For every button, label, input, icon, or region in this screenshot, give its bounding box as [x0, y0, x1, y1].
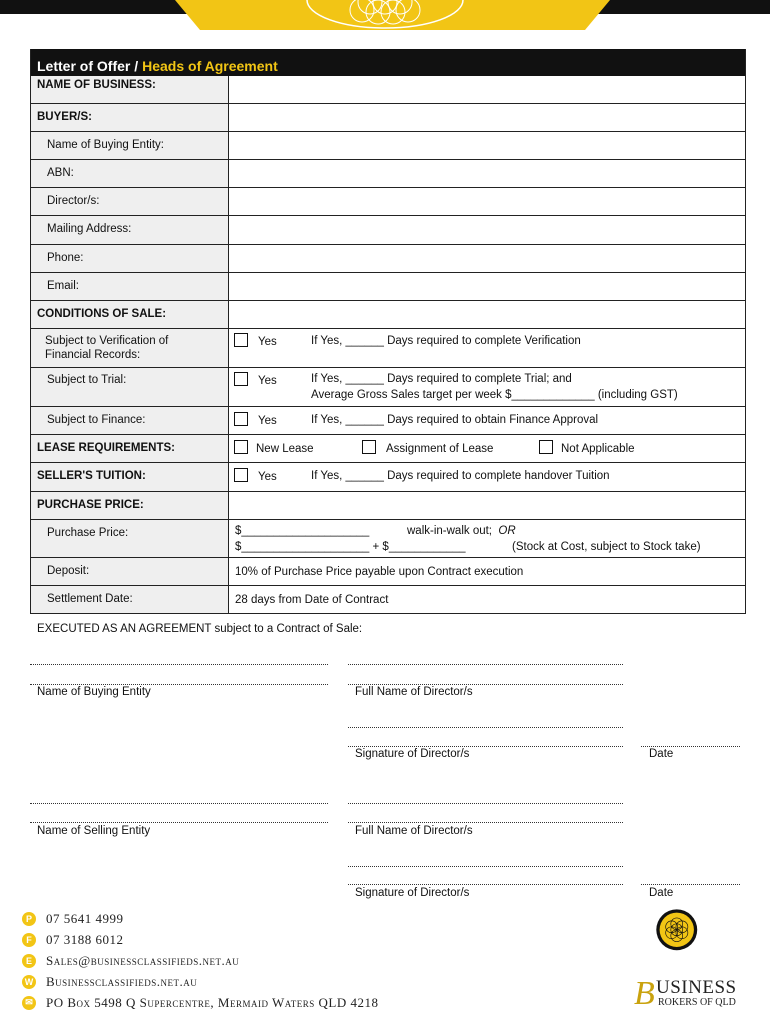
input-buyers[interactable]	[229, 104, 745, 131]
trial-yes-checkbox[interactable]	[234, 372, 248, 386]
web-icon: W	[22, 975, 36, 989]
seller-signature-line-1[interactable]	[348, 866, 623, 867]
label-deposit: Deposit:	[31, 558, 229, 585]
tuition-yes-checkbox[interactable]	[234, 468, 248, 482]
offer-form	[30, 49, 746, 614]
label-finance: Subject to Finance:	[31, 407, 229, 434]
label-trial: Subject to Trial:	[31, 368, 229, 406]
seller-director-name-line-1[interactable]	[348, 803, 623, 804]
row-finance: Subject to Finance: Yes If Yes, ______ Days required to obtain Finance Approval	[31, 406, 745, 434]
fax-icon: F	[22, 933, 36, 947]
label-date-2: Date	[649, 887, 674, 899]
input-abn[interactable]	[229, 160, 745, 187]
input-buying-entity[interactable]	[229, 132, 745, 159]
email-icon: E	[22, 954, 36, 968]
flower-of-life-logo	[644, 908, 728, 974]
contact-address: ✉ PO Box 5498 Q Supercentre, Mermaid Waters QLD 4218	[22, 992, 378, 1013]
deposit-text: 10% of Purchase Price payable upon Contract execution	[235, 566, 524, 578]
row-buying-entity	[31, 131, 745, 159]
label-full-name-2: Full Name of Director/s	[355, 825, 473, 837]
label-phone: Phone:	[31, 245, 229, 272]
label-settlement: Settlement Date:	[31, 586, 229, 613]
row-verification: Subject to Verification of Financial Records: Yes If Yes, ______ Days required to complete Verification	[31, 328, 745, 367]
label-mailing-address: Mailing Address:	[31, 216, 229, 244]
input-phone[interactable]	[229, 245, 745, 272]
seller-signature-line-2[interactable]	[348, 884, 623, 885]
seller-entity-line-1[interactable]	[30, 803, 328, 804]
pp-amount-1[interactable]: $____________________	[235, 525, 370, 537]
label-buyers: BUYER/S:	[31, 104, 229, 131]
seller-entity-line-2[interactable]	[30, 822, 328, 823]
buyer-entity-line-1[interactable]	[30, 664, 328, 665]
pp-walk-in-text: walk-in-walk out; OR	[407, 525, 516, 537]
row-trial: Subject to Trial: Yes If Yes, ______ Days required to complete Trial; and Average Gross Sales target per week $_____________ (including GST)	[31, 367, 745, 406]
input-directors[interactable]	[229, 188, 745, 215]
buyer-signature-line-1[interactable]	[348, 727, 623, 728]
label-purchase-price-header: PURCHASE PRICE:	[31, 492, 229, 519]
label-verification: Subject to Verification of Financial Records:	[31, 329, 229, 367]
label-tuition: SELLER'S TUITION:	[31, 463, 229, 491]
tuition-text: If Yes, ______ Days required to complete handover Tuition	[311, 470, 610, 482]
label-abn: ABN:	[31, 160, 229, 187]
finance-text: If Yes, ______ Days required to obtain Finance Approval	[311, 414, 599, 426]
row-tuition: SELLER'S TUITION: Yes If Yes, ______ Days required to complete handover Tuition	[31, 462, 745, 491]
input-mailing-address[interactable]	[229, 216, 745, 244]
pp-stock-text: (Stock at Cost, subject to Stock take)	[512, 541, 701, 553]
row-purchase-price-header	[31, 491, 745, 519]
assignment-checkbox[interactable]	[362, 440, 376, 454]
input-email[interactable]	[229, 273, 745, 300]
buyer-entity-line-2[interactable]	[30, 684, 328, 685]
contact-fax: F 07 3188 6012	[22, 929, 378, 950]
buyer-director-name-line-2[interactable]	[348, 684, 623, 685]
contact-web: W Businessclassifieds.net.au	[22, 971, 378, 992]
label-name-of-business: NAME OF BUSINESS:	[31, 76, 229, 103]
settlement-text: 28 days from Date of Contract	[235, 594, 389, 606]
verification-yes-checkbox[interactable]	[234, 333, 248, 347]
row-buyers	[31, 103, 745, 131]
label-email: Email:	[31, 273, 229, 300]
row-abn	[31, 159, 745, 187]
seller-director-name-line-2[interactable]	[348, 822, 623, 823]
label-buying-entity-sig: Name of Buying Entity	[37, 686, 151, 698]
label-date-1: Date	[649, 748, 674, 760]
finance-yes-checkbox[interactable]	[234, 412, 248, 426]
contact-phone: P 07 5641 4999	[22, 908, 378, 929]
input-name-of-business[interactable]	[229, 76, 745, 103]
contact-details	[22, 908, 378, 1013]
label-signature-1: Signature of Director/s	[355, 748, 470, 760]
label-purchase-price: Purchase Price:	[31, 520, 229, 557]
new-lease-checkbox[interactable]	[234, 440, 248, 454]
row-conditions-of-sale	[31, 300, 745, 328]
label-directors: Director/s:	[31, 188, 229, 215]
form-title: Letter of Offer / Heads of Agreement	[31, 49, 745, 76]
mail-icon: ✉	[22, 996, 36, 1010]
row-phone	[31, 244, 745, 272]
label-lease: LEASE REQUIREMENTS:	[31, 435, 229, 462]
buyer-signature-line-2[interactable]	[348, 746, 623, 747]
buyer-director-name-line-1[interactable]	[348, 664, 623, 665]
label-signature-2: Signature of Director/s	[355, 887, 470, 899]
row-deposit	[31, 557, 745, 585]
trial-text-2: Average Gross Sales target per week $_____________ (including GST)	[311, 389, 678, 401]
verification-text: If Yes, ______ Days required to complete Verification	[311, 335, 581, 347]
trial-text-1: If Yes, ______ Days required to complete Trial; and	[311, 373, 572, 385]
row-settlement	[31, 585, 745, 613]
top-banner	[0, 0, 770, 32]
label-selling-entity-sig: Name of Selling Entity	[37, 825, 151, 837]
row-mailing-address	[31, 215, 745, 244]
row-purchase-price	[31, 519, 745, 557]
label-buying-entity: Name of Buying Entity:	[31, 132, 229, 159]
row-directors	[31, 187, 745, 215]
seller-date-line[interactable]	[641, 884, 740, 885]
contact-email: E Sales@businessclassifieds.net.au	[22, 950, 378, 971]
row-lease: LEASE REQUIREMENTS: New Lease Assignment of Lease Not Applicable	[31, 434, 745, 462]
label-full-name-1: Full Name of Director/s	[355, 686, 473, 698]
row-name-of-business	[31, 76, 745, 103]
row-email	[31, 272, 745, 300]
execution-heading: EXECUTED AS AN AGREEMENT subject to a Contract of Sale:	[37, 623, 363, 635]
pp-amount-2[interactable]: $____________________ + $____________	[235, 541, 466, 553]
phone-icon: P	[22, 912, 36, 926]
buyer-date-line[interactable]	[641, 746, 740, 747]
label-conditions-of-sale: CONDITIONS OF SALE:	[31, 301, 229, 328]
not-applicable-checkbox[interactable]	[539, 440, 553, 454]
